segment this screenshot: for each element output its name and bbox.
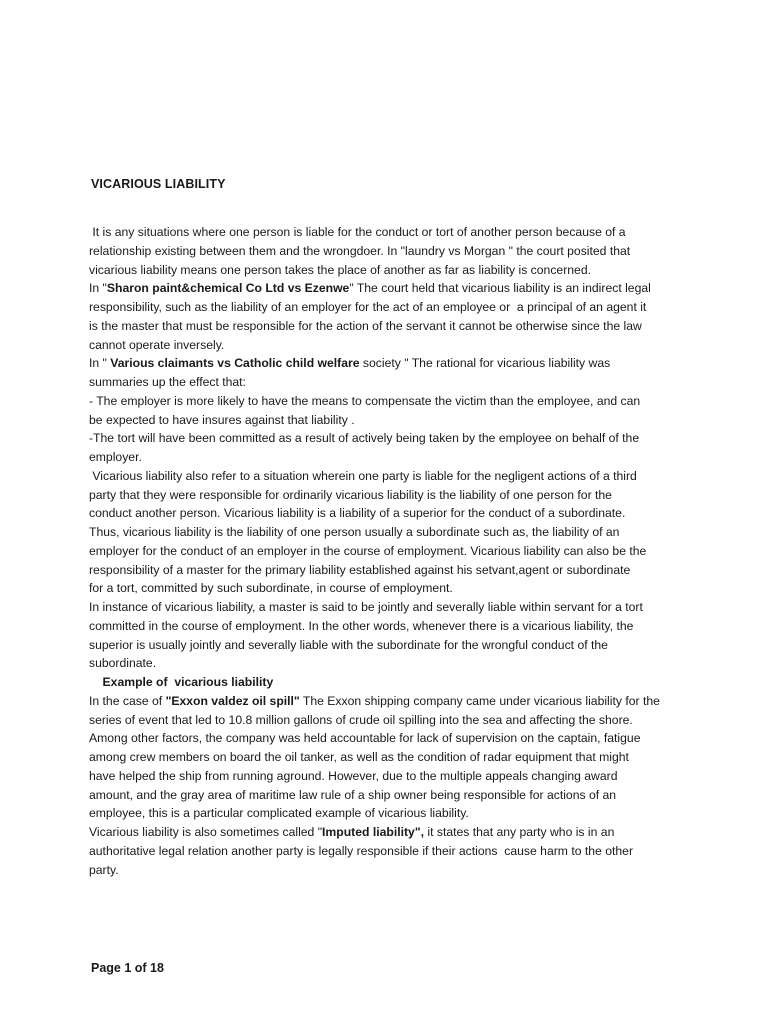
text-line (89, 261, 705, 280)
text-line (89, 486, 705, 505)
bold-text-run: "Exxon valdez oil spill" (165, 693, 300, 708)
text-line (89, 317, 705, 336)
text-run: series of event that led to 10.8 million gallons of crude oil spilling into the sea and affecting the shore. (89, 712, 633, 727)
text-run: In " (89, 281, 107, 296)
text-run: In " (89, 356, 111, 371)
text-run: Vicarious liability also refer to a situation wherein one party is liable for the negligent actions of a third (89, 468, 637, 483)
text-line (89, 392, 705, 411)
text-line (89, 504, 705, 523)
text-line (89, 579, 705, 598)
text-run: employer for the conduct of an employer in the course of employment. Vicarious liability can also be the (89, 543, 647, 558)
text-line (89, 767, 705, 786)
text-run: responsibility of a master for the primary liability established against his setvant,agent or subordinate (89, 562, 631, 577)
text-run: for a tort, committed by such subordinate, in course of employment. (89, 581, 453, 596)
text-run: amount, and the gray area of maritime law rule of a ship owner being responsible for actions of an (89, 787, 617, 802)
text-run: employee, this is a particular complicated example of vicarious liability. (89, 806, 469, 821)
text-line (89, 242, 705, 261)
text-run: vicarious liability means one person takes the place of another as far as liability is concerned. (89, 262, 591, 277)
text-line (89, 448, 705, 467)
page-number: Page 1 of 18 (91, 961, 164, 975)
text-run: - The employer is more likely to have the means to compensate the victim than the employee, and can (89, 393, 641, 408)
text-run: In the case of (89, 693, 166, 708)
document-body (89, 223, 705, 879)
text-line (89, 373, 705, 392)
text-line (89, 636, 705, 655)
text-line (89, 804, 705, 823)
text-line (89, 692, 705, 711)
text-run: have helped the ship from running aground. However, due to the multiple appeals changing award (89, 768, 618, 783)
text-line (89, 542, 705, 561)
text-line (89, 523, 705, 542)
text-line (89, 223, 705, 242)
text-run: superior is usually jointly and severally liable with the subordinate for the wrongful conduct of the (89, 637, 608, 652)
text-line (89, 336, 705, 355)
bold-text-run: Imputed liability", (322, 825, 424, 839)
document-title: VICARIOUS LIABILITY (91, 177, 226, 191)
text-line (89, 279, 705, 298)
text-line (89, 823, 705, 842)
text-line (89, 748, 705, 767)
text-run: summaries up the effect that: (89, 375, 246, 389)
text-run: The Exxon shipping company came under vicarious liability for the (299, 693, 660, 708)
text-run: In instance of vicarious liability, a master is said to be jointly and severally liable within servant for a tort (89, 600, 643, 614)
text-run: committed in the course of employment. In the other words, whenever there is a vicarious liability, the (89, 618, 634, 633)
text-run: it states that any party who is in an (423, 825, 615, 839)
text-line (89, 429, 705, 448)
text-run: relationship existing between them and the wrongdoer. In "laundry vs Morgan " the court posited that (89, 243, 631, 258)
text-run: is the master that must be responsible for the action of the servant it cannot be otherwise since the law (89, 318, 642, 333)
text-line (89, 617, 705, 636)
text-run: " The court held that vicarious liability is an indirect legal (349, 281, 651, 296)
text-line (89, 354, 705, 373)
text-line (89, 467, 705, 486)
text-run: responsibility, such as the liability of an employer for the act of an employee or a principal of an agent it (89, 300, 647, 314)
text-run: Thus, vicarious liability is the liability of one person usually a subordinate such as, the liability of an (89, 525, 620, 539)
text-run: cannot operate inversely. (89, 337, 225, 352)
text-run: party. (89, 862, 119, 877)
text-run: society " The rational for vicarious liability was (359, 356, 611, 371)
text-run: Vicarious liability is also sometimes called " (89, 825, 323, 839)
text-run: party that they were responsible for ordinarily vicarious liability is the liability of one person for the (89, 487, 612, 502)
text-line (89, 298, 705, 317)
text-line (89, 673, 705, 692)
text-line (89, 786, 705, 805)
text-line (89, 561, 705, 580)
text-line (89, 842, 705, 861)
bold-text-run: Various claimants vs Catholic child welfare (110, 356, 360, 371)
text-run: conduct another person. Vicarious liability is a liability of a superior for the conduct of a subordinate. (89, 506, 626, 521)
text-line (89, 411, 705, 430)
text-run: among crew members on board the oil tanker, as well as the condition of radar equipment that might (89, 750, 629, 764)
text-run: It is any situations where one person is liable for the conduct or tort of another person because of a (89, 225, 626, 239)
text-line (89, 711, 705, 730)
text-line (89, 598, 705, 617)
text-run: employer. (89, 450, 142, 464)
text-line (89, 654, 705, 673)
text-run: authoritative legal relation another party is legally responsible if their actions cause harm to the other (89, 843, 633, 858)
text-run: Among other factors, the company was held accountable for lack of supervision on the captain, fatigue (89, 731, 641, 746)
bold-text-run: Example of vicarious liability (89, 675, 274, 689)
bold-text-run: Sharon paint&chemical Co Ltd vs Ezenwe (106, 281, 350, 296)
text-line (89, 729, 705, 748)
text-run: -The tort will have been committed as a result of actively being taken by the employee on behalf of the (89, 431, 640, 446)
text-run: subordinate. (89, 656, 157, 671)
text-run: be expected to have insures against that liability . (89, 412, 355, 427)
text-line (89, 861, 705, 880)
